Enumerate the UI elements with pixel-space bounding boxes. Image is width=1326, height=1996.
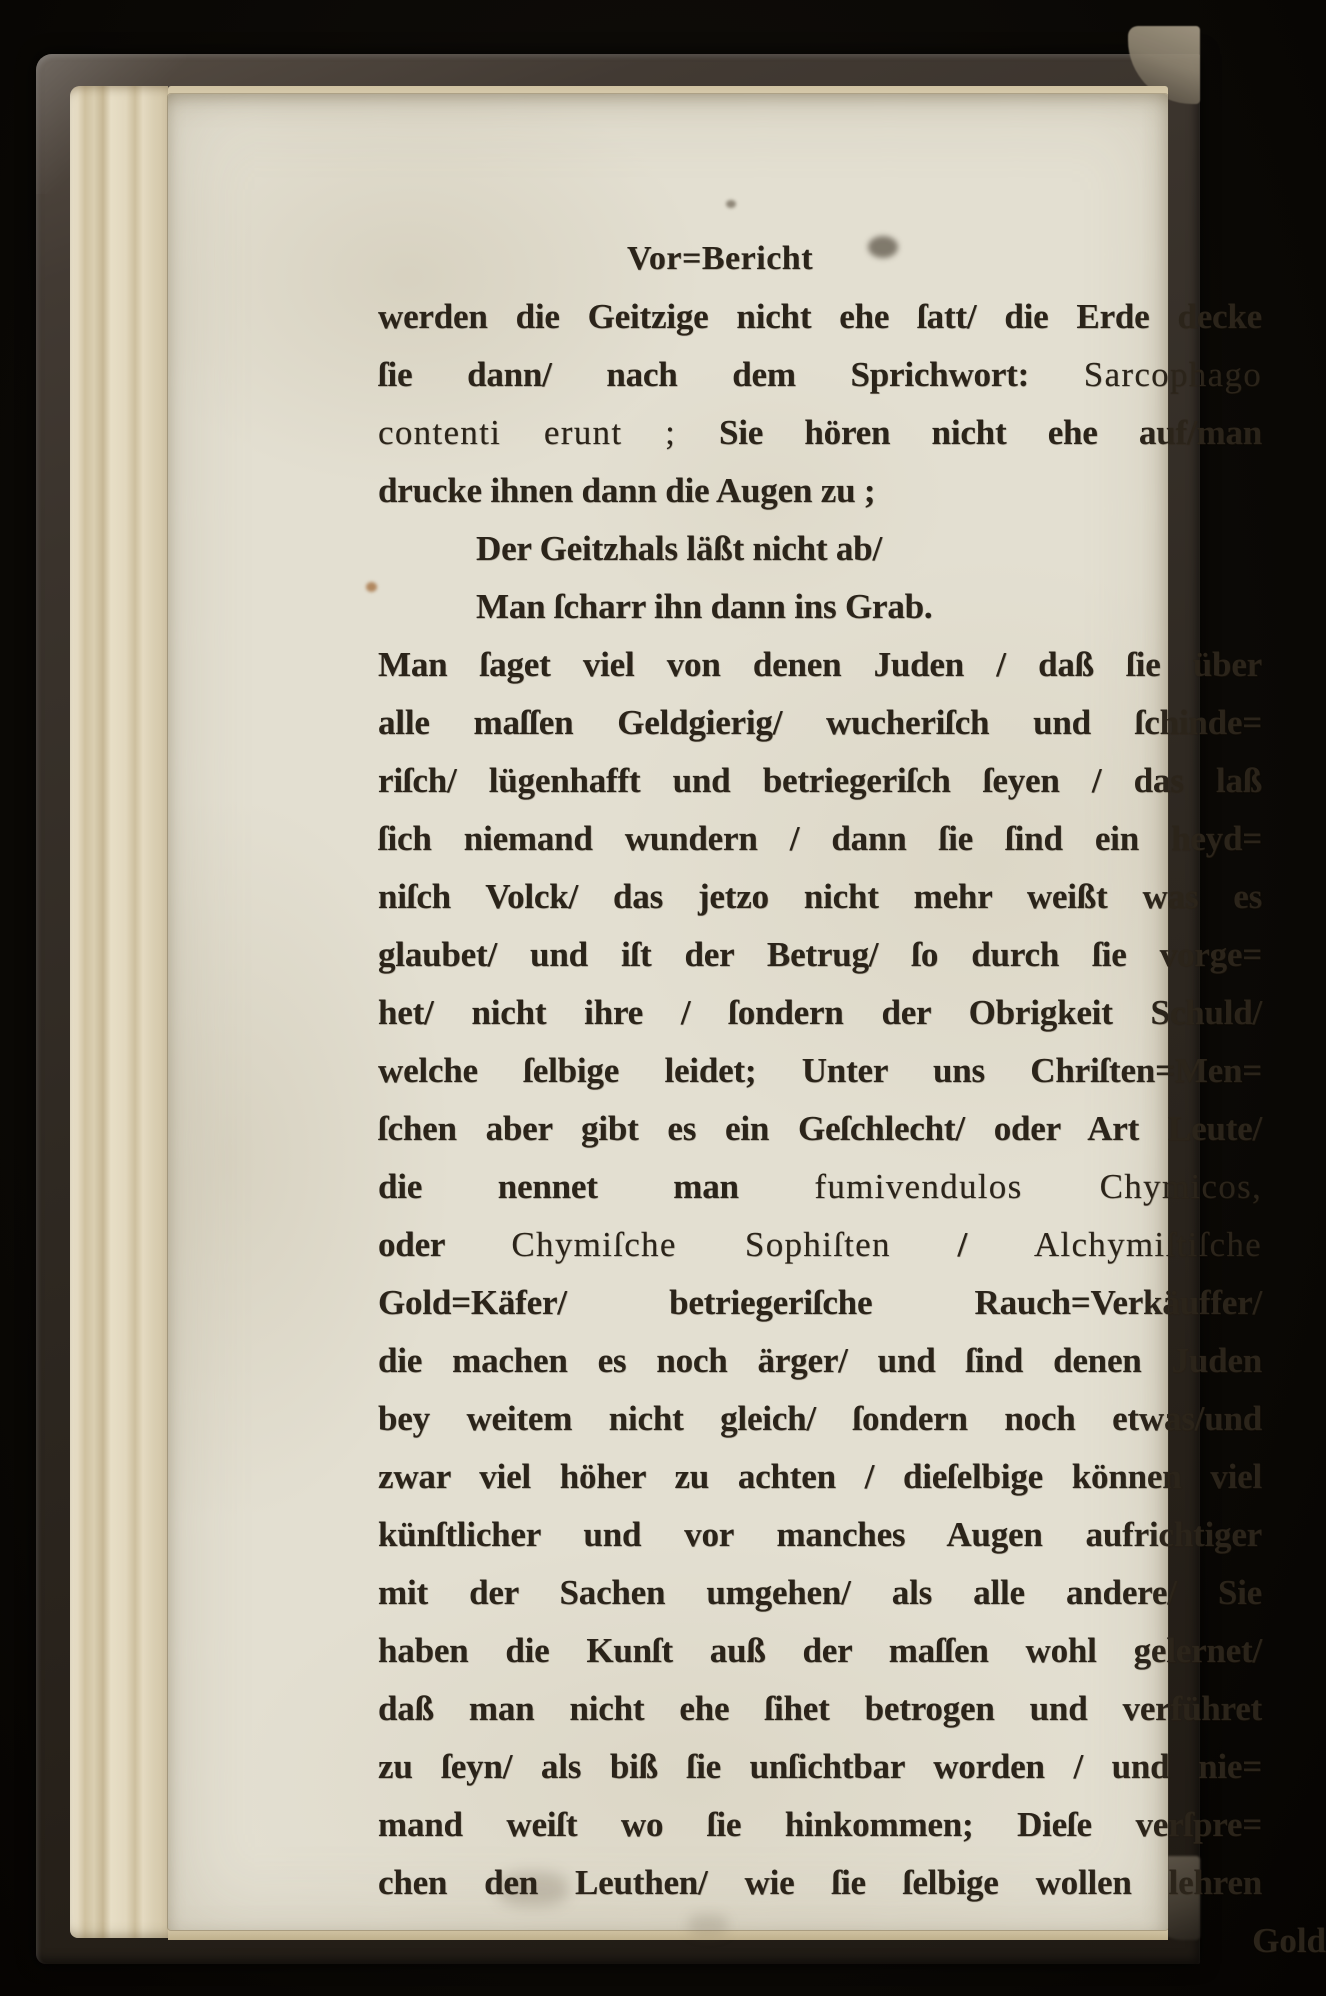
page-paper <box>168 94 1326 1960</box>
text-line <box>378 1332 1262 1390</box>
text-line <box>378 1680 1262 1738</box>
blackletter-segment: haben die Kunſt auß der maſſen wohl gelernet/ <box>378 1631 1262 1670</box>
blackletter-segment: ſchen aber gibt es ein Geſchlecht/ oder Art Leute/ <box>378 1109 1262 1148</box>
text-line <box>378 1796 1262 1854</box>
blackletter-segment: bey weitem nicht gleich/ ſondern noch etwas/und <box>378 1399 1262 1438</box>
blackletter-segment: mand weiſt wo ſie hinkommen; Dieſe verſpre= <box>378 1805 1262 1844</box>
blackletter-segment: mit der Sachen umgehen/ als alle andere/ Sie <box>378 1573 1262 1612</box>
text-line <box>378 578 1262 636</box>
text-block <box>378 230 1326 1970</box>
text-line <box>378 520 1262 578</box>
text-line <box>378 694 1262 752</box>
rust-stain <box>366 582 377 592</box>
ink-speck <box>726 200 736 208</box>
text-line <box>378 752 1262 810</box>
blackletter-segment: daß man nicht ehe ſihet betrogen und verführet <box>378 1689 1262 1728</box>
blackletter-segment: chen den Leuthen/ wie ſie ſelbige wollen lehren <box>378 1863 1262 1902</box>
latin-antiqua-segment: fumivendulos Chymicos, <box>814 1167 1262 1206</box>
text-line <box>378 288 1262 346</box>
blackletter-segment: die nennet man <box>378 1167 815 1206</box>
text-line <box>378 1448 1262 1506</box>
blackletter-segment: riſch/ lügenhafft und betriegeriſch ſeyen / das laß <box>378 761 1262 800</box>
blackletter-segment: Der Geitzhals läßt nicht ab/ <box>476 529 882 568</box>
text-line <box>378 1738 1262 1796</box>
blackletter-segment: Sie hören nicht ehe auf/man <box>718 413 1262 452</box>
text-line <box>378 1100 1262 1158</box>
blackletter-segment: Man ſcharr ihn dann ins Grab. <box>476 587 933 626</box>
text-line <box>378 404 1262 462</box>
blackletter-segment: zu ſeyn/ als biß ſie unſichtbar worden / und nie= <box>378 1747 1262 1786</box>
text-line <box>378 346 1262 404</box>
text-line <box>378 1854 1262 1912</box>
blackletter-segment: het/ nicht ihre / ſondern der Obrigkeit Schuld/ <box>378 993 1262 1032</box>
text-line <box>378 636 1262 694</box>
blackletter-segment: drucke ihnen dann die Augen zu ; <box>378 471 876 510</box>
blackletter-segment: glaubet/ und iſt der Betrug/ ſo durch ſie vorge= <box>378 935 1262 974</box>
blackletter-segment: niſch Volck/ das jetzo nicht mehr weißt was es <box>378 877 1262 916</box>
page-edge-stack <box>70 86 168 1938</box>
blackletter-segment: zwar viel höher zu achten / dieſelbige können viel <box>378 1457 1262 1496</box>
text-line <box>378 1216 1262 1274</box>
latin-antiqua-segment: contenti erunt ; <box>378 413 719 452</box>
blackletter-segment: die machen es noch ärger/ und ſind denen Juden <box>378 1341 1262 1380</box>
text-line <box>378 1622 1262 1680</box>
blackletter-segment: alle maſſen Geldgierig/ wucheriſch und ſchinde= <box>378 703 1262 742</box>
text-line <box>378 984 1262 1042</box>
text-line <box>378 810 1262 868</box>
text-line <box>378 868 1262 926</box>
blackletter-segment: oder <box>378 1225 512 1264</box>
page-header: Vor=Bericht <box>626 240 814 277</box>
text-line <box>378 1564 1262 1622</box>
blackletter-segment: künſtlicher und vor manches Augen aufrichtiger <box>378 1515 1262 1554</box>
text-line <box>378 462 1262 520</box>
blackletter-segment: Gold=Käfer/ betriegeriſche Rauch=Verkäuffer/ <box>378 1283 1262 1322</box>
text-line <box>378 1158 1262 1216</box>
latin-antiqua-segment: Alchymiſtiſche <box>1033 1225 1262 1264</box>
blackletter-segment: werden die Geitzige nicht ehe ſatt/ die Erde decke <box>378 297 1262 336</box>
blackletter-segment: / <box>890 1225 1034 1264</box>
blackletter-segment: ſie dann/ nach dem Sprichwort: <box>378 355 1084 394</box>
text-line <box>378 1274 1262 1332</box>
text-line <box>378 1042 1262 1100</box>
text-line <box>378 1506 1262 1564</box>
text-lines <box>378 288 1262 1912</box>
catchword: Gold <box>1252 1921 1326 1960</box>
text-line <box>378 1390 1262 1448</box>
latin-antiqua-segment: Chymiſche Sophiſten <box>511 1225 891 1264</box>
blackletter-segment: ſich niemand wundern / dann ſie ſind ein heyd= <box>378 819 1262 858</box>
latin-antiqua-segment: Sarcophago <box>1083 355 1262 394</box>
text-line <box>378 926 1262 984</box>
blackletter-segment: welche ſelbige leidet; Unter uns Chriſten=Men= <box>378 1051 1262 1090</box>
blackletter-segment: Man ſaget viel von denen Juden / daß ſie über <box>378 645 1262 684</box>
